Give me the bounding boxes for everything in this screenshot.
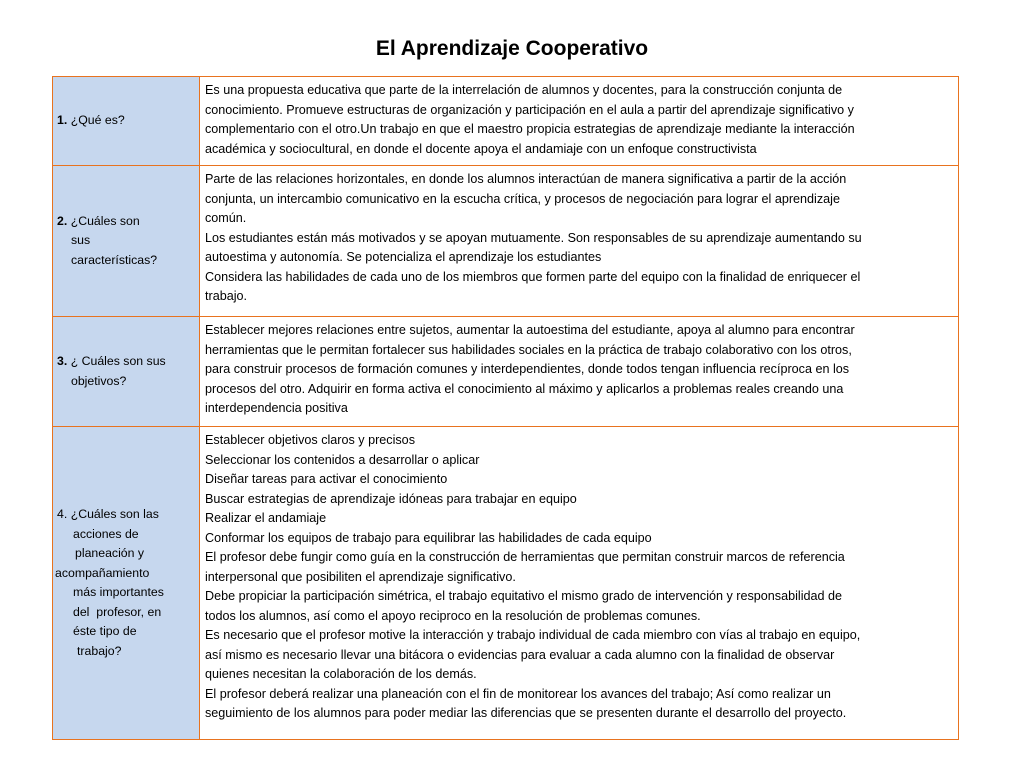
answer-line: complementario con el otro.Un trabajo en que el maestro propicia estrategias de aprendizaje mediante la interacción	[205, 122, 855, 136]
table-row	[53, 317, 959, 427]
answer-line: Debe propiciar la participación simétrica, el trabajo equitativo el mismo grado de intervención y responsabilidad de	[205, 589, 843, 603]
answer-line: Seleccionar los contenidos a desarrollar o aplicar	[205, 452, 480, 467]
question-number: 2.	[57, 213, 68, 228]
answer-line: Considera las habilidades de cada uno de los miembros que formen parte del equipo con la finalidad de enriquecer el	[205, 269, 861, 284]
question-cell	[53, 77, 200, 166]
answer-line: todos los alumnos, así como el apoyo reciproco en la resolución de problemas comunes.	[205, 608, 701, 623]
answer-cell	[200, 166, 959, 317]
question-text: planeación y	[75, 546, 145, 560]
question-text: características?	[71, 252, 158, 267]
answer-line: El profesor deberá realizar una planeación con el fin de monitorear los avances del trabajo; Así como realizar un	[205, 686, 831, 701]
answer-line: conjunta, un intercambio comunicativo en la escucha crítica, y procesos de negociación para lograr el aprendizaje	[205, 191, 840, 206]
answer-line: Buscar estrategias de aprendizaje idóneas para trabajar en equipo	[205, 491, 577, 506]
answer-cell	[200, 77, 959, 166]
answer-line: herramientas que le permitan fortalecer sus habilidades sociales en la práctica de trabajo colaborativo con los otros,	[205, 342, 852, 357]
question-cell	[53, 166, 200, 317]
question-number: 4.	[57, 507, 68, 521]
answer-line: procesos del otro. Adquirir en forma activa el conocimiento al máximo y aplicarlos a problemas reales creando una	[205, 381, 844, 396]
table-row	[53, 166, 959, 317]
question-text: ¿ Cuáles son sus	[70, 354, 166, 368]
question-text: ¿Cuáles son las	[70, 507, 159, 521]
question-text: éste tipo de	[73, 624, 137, 638]
document-title: El Aprendizaje Cooperativo	[375, 37, 649, 60]
question-text: del profesor, en	[73, 604, 162, 619]
answer-line: interpersonal que posibiliten el aprendizaje significativo.	[205, 569, 516, 584]
question-cell	[53, 427, 200, 740]
question-text: objetivos?	[71, 373, 127, 388]
answer-line: Parte de las relaciones horizontales, en donde los alumnos interactúan de manera significativa a partir de la acción	[205, 172, 847, 186]
answer-line: para construir procesos de formación comunes y interdependientes, donde todos tengan influencia recíproca en los	[205, 362, 850, 376]
answer-line: Es necesario que el profesor motive la interacción y trabajo individual de cada miembro con vías al trabajo en equipo,	[205, 628, 861, 642]
answer-line: así mismo es necesario llevar una bitácora o evidencias para evaluar a cada alumno con la finalidad de observar	[205, 647, 835, 662]
question-text: más importantes	[73, 585, 164, 599]
answer-line: Es una propuesta educativa que parte de la interrelación de alumnos y docentes, para la construcción conjunta de	[205, 83, 843, 97]
answer-line: Establecer objetivos claros y precisos	[205, 433, 415, 447]
answer-line: Los estudiantes están más motivados y se apoyan mutuamente. Son responsables de su aprendizaje aumentando su	[205, 230, 862, 245]
answer-line: conocimiento. Promueve estructuras de organización y participación en el aula a partir del aprendizaje significativo y	[205, 102, 854, 117]
question-cell	[53, 317, 200, 427]
question-number: 3.	[57, 354, 68, 368]
answer-line: interdependencia positiva	[205, 401, 348, 415]
question-number: 1.	[57, 113, 68, 128]
question-text: sus	[71, 233, 91, 248]
question-text: ¿Qué es?	[70, 113, 125, 128]
answer-line: trabajo.	[205, 289, 248, 303]
answer-line: Diseñar tareas para activar el conocimiento	[205, 472, 448, 486]
question-text: acciones de	[73, 526, 139, 541]
answer-line: académica y sociocultural, en donde el docente apoya el andamiaje con un enfoque constructivista	[205, 141, 757, 156]
table-row	[53, 427, 959, 740]
answer-line: El profesor debe fungir como guía en la construcción de herramientas que permitan construir marcos de referencia	[205, 550, 845, 564]
table-row	[53, 77, 959, 166]
question-text: ¿Cuáles son	[70, 213, 140, 228]
answer-cell	[200, 317, 959, 427]
answer-line: seguimiento de los alumnos para poder mediar las diferencias que se presenten durante el desarrollo del proyecto.	[205, 706, 847, 720]
answer-line: Realizar el andamiaje	[205, 511, 327, 525]
question-text: trabajo?	[77, 643, 122, 658]
answer-line: Establecer mejores relaciones entre sujetos, aumentar la autoestima del estudiante, apoya al alumno para encontrar	[205, 323, 855, 337]
answer-line: Conformar los equipos de trabajo para equilibrar las habilidades de cada equipo	[205, 530, 652, 545]
cooperative-learning-table	[52, 76, 959, 740]
answer-cell	[200, 427, 959, 740]
question-text: acompañamiento	[55, 565, 150, 580]
answer-line: autoestima y autonomía. Se potencializa el aprendizaje los estudiantes	[205, 250, 602, 264]
answer-line: quienes necesitan la colaboración de los demás.	[205, 667, 477, 681]
answer-line: común.	[205, 211, 247, 225]
